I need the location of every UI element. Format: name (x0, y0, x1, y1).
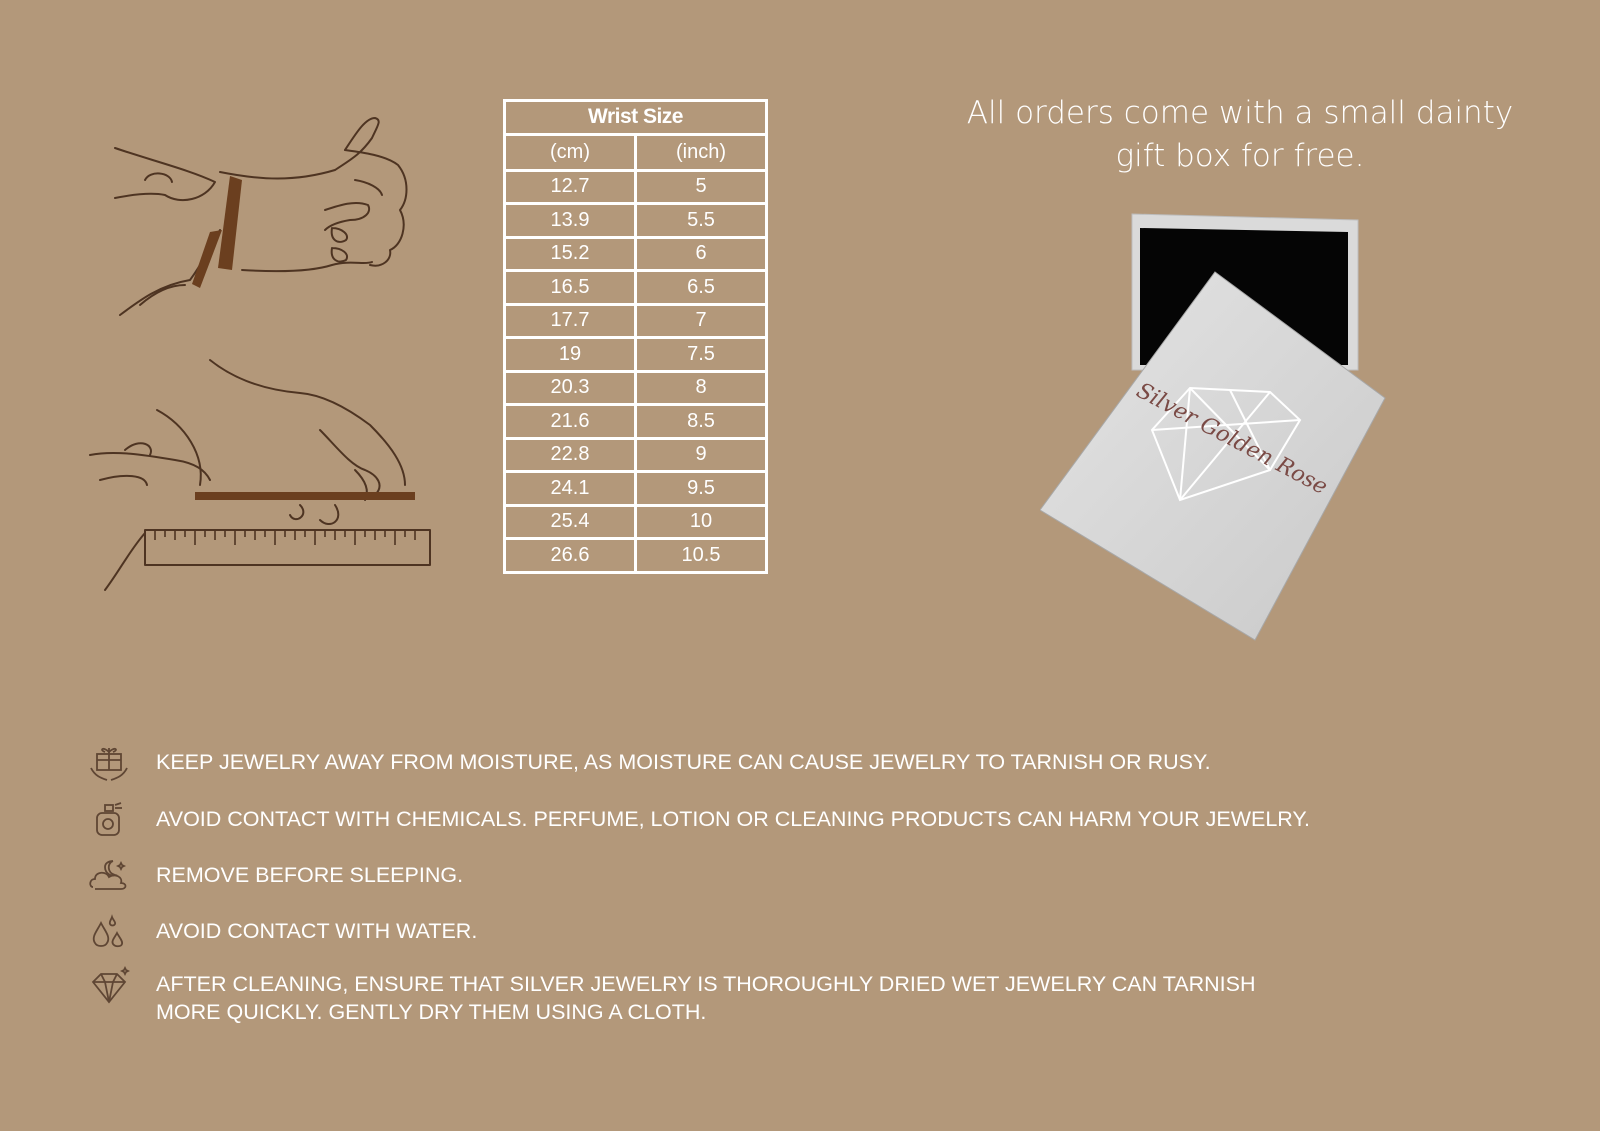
wrist-size-table (503, 99, 768, 574)
brand-logo-text: Silver Golden Rose (1132, 378, 1332, 500)
table-row (505, 338, 767, 372)
cm-cell: 20.3 (505, 371, 636, 405)
inch-cell: 9 (636, 438, 767, 472)
cm-cell: 26.6 (505, 539, 636, 573)
moon-cloud-icon (85, 853, 133, 901)
cm-cell: 19 (505, 338, 636, 372)
inch-cell: 8.5 (636, 405, 767, 439)
table-row (505, 371, 767, 405)
table-title: Wrist Size (505, 101, 767, 135)
care-text: KEEP JEWELRY AWAY FROM MOISTURE, AS MOISTURE CAN CAUSE JEWELRY TO TARNISH OR RUSY. (156, 750, 1211, 774)
gift-box-image (1040, 210, 1420, 670)
table-row (505, 204, 767, 238)
table-row (505, 170, 767, 204)
table-row (505, 438, 767, 472)
inch-cell: 10 (636, 505, 767, 539)
care-text: REMOVE BEFORE SLEEPING. (156, 863, 464, 887)
cm-cell: 25.4 (505, 505, 636, 539)
ruler-measure-illustration (85, 355, 445, 595)
inch-cell: 7 (636, 304, 767, 338)
inch-cell: 8 (636, 371, 767, 405)
column-header-cm: (cm) (505, 134, 636, 170)
cm-cell: 12.7 (505, 170, 636, 204)
promo-line-1: All orders come with a small dainty (966, 95, 1514, 131)
inch-cell: 10.5 (636, 539, 767, 573)
gift-icon (85, 740, 133, 788)
inch-cell: 9.5 (636, 472, 767, 506)
cm-cell: 16.5 (505, 271, 636, 305)
care-text-line-1: AFTER CLEANING, ENSURE THAT SILVER JEWELRY IS THOROUGHLY DRIED WET JEWELRY CAN TARNISH (156, 972, 1256, 996)
table-row (505, 304, 767, 338)
cm-cell: 17.7 (505, 304, 636, 338)
promo-line-2: gift box for free. (1115, 138, 1365, 174)
table-row (505, 405, 767, 439)
care-text-line-2: MORE QUICKLY. GENTLY DRY THEM USING A CLOTH. (156, 1000, 707, 1024)
cm-cell: 15.2 (505, 237, 636, 271)
cm-cell: 13.9 (505, 204, 636, 238)
cm-cell: 24.1 (505, 472, 636, 506)
gift-box-promo (960, 92, 1520, 178)
cm-cell: 22.8 (505, 438, 636, 472)
cm-cell: 21.6 (505, 405, 636, 439)
table-row (505, 539, 767, 573)
inch-cell: 5 (636, 170, 767, 204)
inch-cell: 6.5 (636, 271, 767, 305)
table-row (505, 271, 767, 305)
wrist-wrap-illustration (110, 110, 430, 330)
inch-cell: 6 (636, 237, 767, 271)
table-row (505, 505, 767, 539)
water-drops-icon (85, 909, 133, 957)
perfume-bottle-icon (85, 797, 133, 845)
care-text: AVOID CONTACT WITH WATER. (156, 919, 478, 943)
inch-cell: 5.5 (636, 204, 767, 238)
table-row (505, 237, 767, 271)
diamond-icon (85, 962, 133, 1010)
care-text: AVOID CONTACT WITH CHEMICALS. PERFUME, LOTION OR CLEANING PRODUCTS CAN HARM YOUR JEWELRY. (156, 807, 1310, 831)
column-header-inch: (inch) (636, 134, 767, 170)
inch-cell: 7.5 (636, 338, 767, 372)
table-row (505, 472, 767, 506)
care-text (156, 970, 1456, 1026)
